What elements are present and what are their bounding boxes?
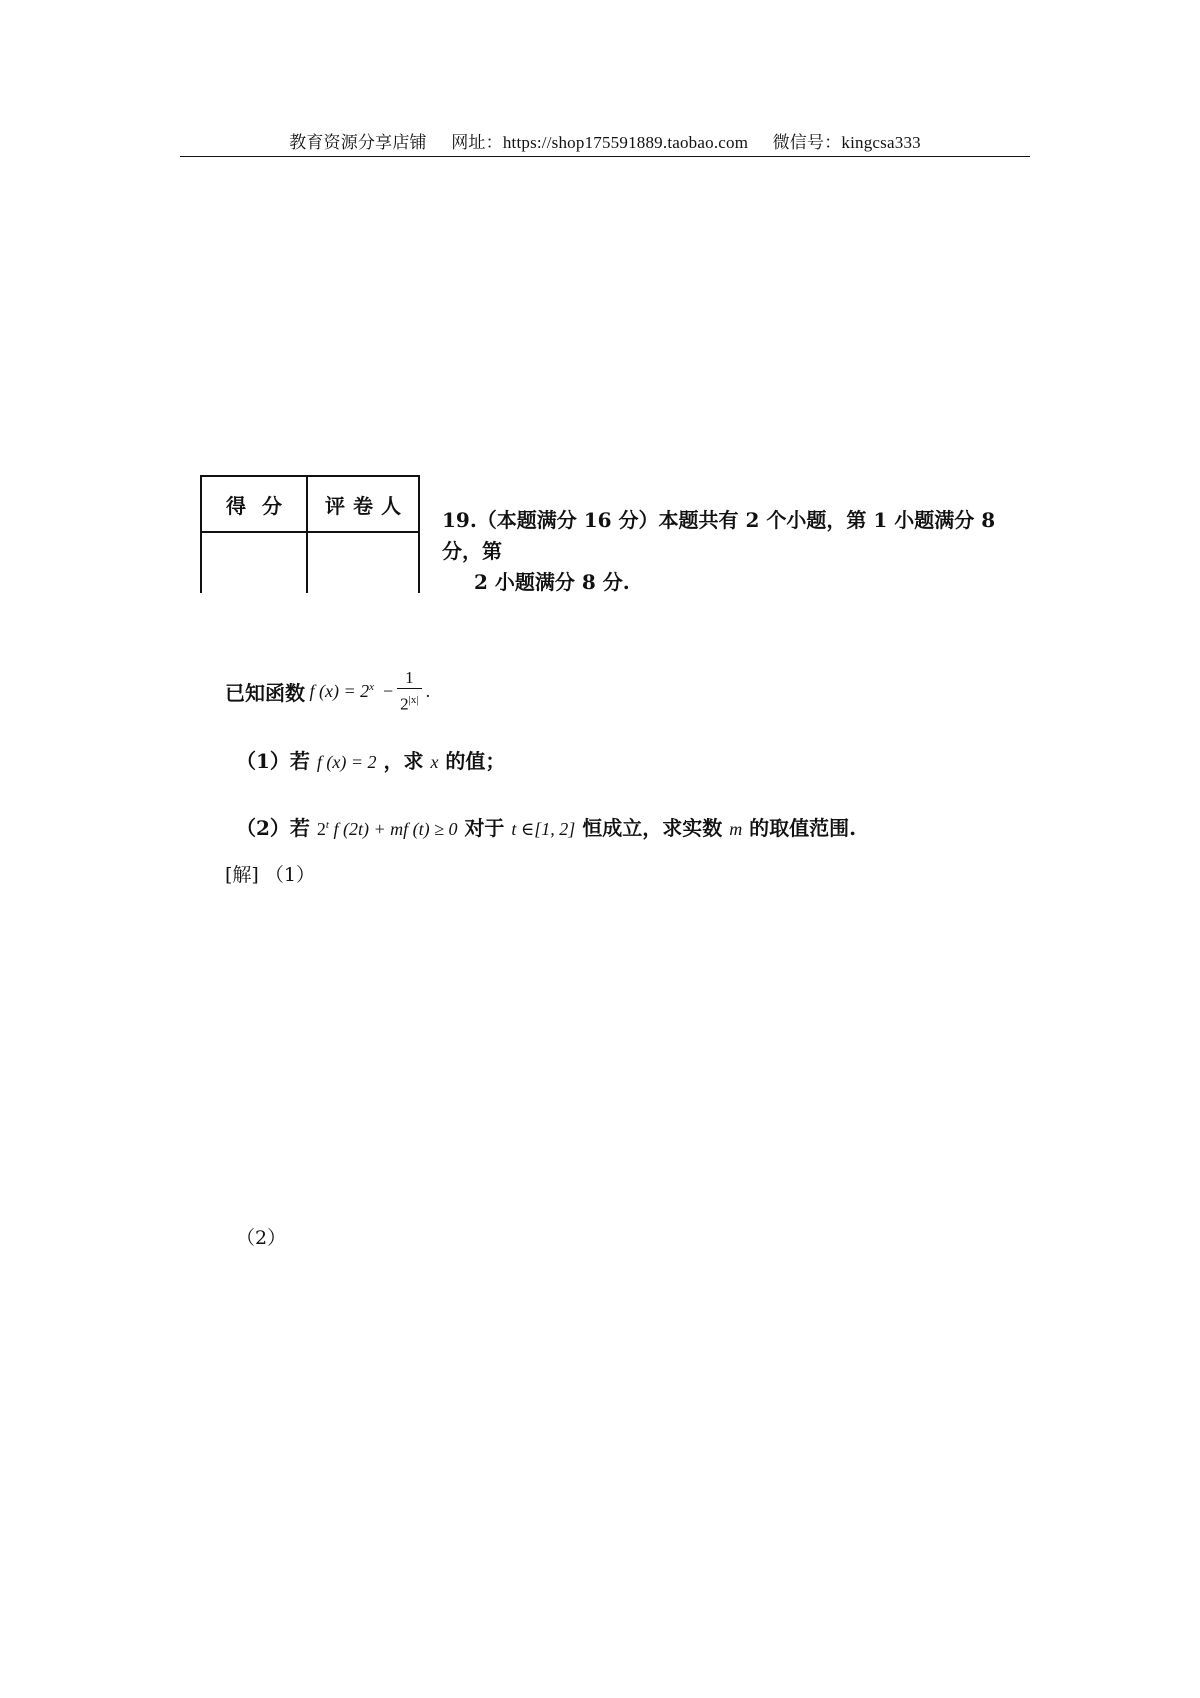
part2-variable: m <box>729 819 743 839</box>
problem-statement <box>225 668 430 716</box>
part1-variable: x <box>430 752 439 772</box>
fraction-numerator: 1 <box>405 668 414 687</box>
part1-mid: ，求 <box>383 749 424 773</box>
score-cell <box>201 532 307 593</box>
part1-equation: f (x) = 2 <box>316 752 377 772</box>
part2-label: （2）若 <box>236 816 310 840</box>
part2-exponent: t <box>325 819 329 831</box>
part2-mid2: 恒成立，求实数 <box>582 816 723 840</box>
part1-label: （1）若 <box>236 749 310 773</box>
solution-part1: （1） <box>264 864 315 886</box>
page-header <box>180 128 1030 153</box>
minus-sign: − <box>383 681 394 702</box>
header-shop: 教育资源分享店铺 <box>289 133 427 152</box>
fraction-denominator: $2^{|x|}$ <box>400 694 419 714</box>
part2-end: 的取值范围. <box>749 816 857 840</box>
denominator-exponent: |x| <box>408 694 419 706</box>
part2-inequality: f (2t) + mf (t) ≥ 0 <box>333 819 458 839</box>
solution-part2: （2） <box>236 1227 287 1249</box>
part1-end: 的值； <box>445 749 506 773</box>
solution-tag: [解] <box>225 864 259 886</box>
header-url: 网址：https://shop175591889.taobao.com <box>451 133 749 152</box>
grader-cell <box>307 532 419 593</box>
score-header: 得分 <box>226 493 298 518</box>
part2-base: 2 <box>316 819 326 839</box>
solution-label <box>225 860 315 887</box>
question-part-1 <box>236 745 505 774</box>
function-definition <box>305 681 393 702</box>
score-table <box>200 475 420 593</box>
question-part-2 <box>236 812 856 841</box>
question-title-line1: 19.（本题满分 16 分）本题共有 2 个小题，第 1 小题满分 8 分，第 <box>442 508 996 563</box>
grader-header: 评卷人 <box>325 493 409 518</box>
function-exponent: x <box>369 681 375 694</box>
fraction <box>397 668 421 716</box>
intro-prefix: 已知函数 <box>225 681 305 706</box>
question-title <box>442 505 1042 598</box>
header-wechat: 微信号：kingcsa333 <box>772 133 921 152</box>
part2-mid: 对于 <box>464 816 505 840</box>
function-lhs: f (x) = 2 <box>309 681 370 702</box>
question-title-line2: 2 小题满分 8 分. <box>474 570 630 594</box>
header-rule <box>180 156 1030 157</box>
part2-range: t ∈[1, 2] <box>511 819 576 839</box>
intro-end: . <box>425 681 431 702</box>
